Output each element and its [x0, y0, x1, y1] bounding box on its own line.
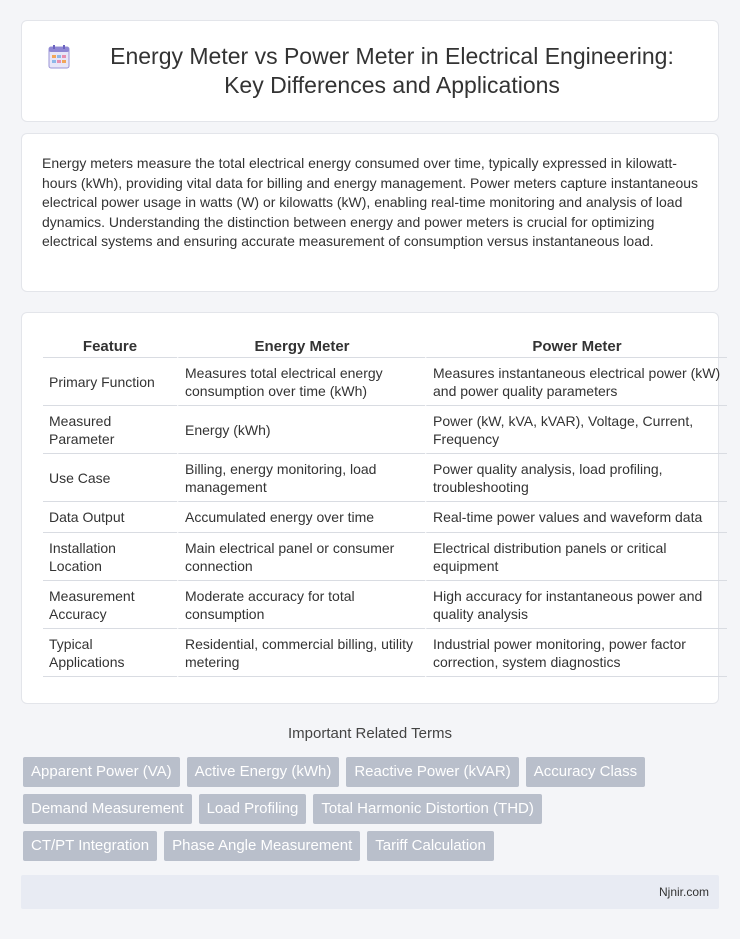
tag-ct-pt-integration[interactable]: CT/PT Integration: [23, 831, 157, 861]
tag-row: [23, 831, 723, 861]
tag-load-profiling[interactable]: Load Profiling: [199, 794, 307, 824]
row-power-meter: Real-time power values and waveform data: [425, 502, 727, 533]
tag-accuracy-class[interactable]: Accuracy Class: [526, 757, 645, 787]
tag-demand-measurement[interactable]: Demand Measurement: [23, 794, 192, 824]
row-energy-meter: Accumulated energy over time: [177, 502, 425, 533]
row-power-meter: Power quality analysis, load profiling, troubleshooting: [425, 454, 727, 502]
header-feature: Feature: [43, 334, 177, 358]
row-energy-meter: Measures total electrical energy consumption over time (kWh): [177, 358, 425, 406]
row-power-meter: Measures instantaneous electrical power (kW) and power quality parameters: [425, 358, 727, 406]
row-energy-meter: Main electrical panel or consumer connection: [177, 533, 425, 581]
intro-card: [21, 133, 719, 292]
table-row: [43, 358, 727, 406]
title-card: [21, 20, 719, 122]
related-terms-tags: [23, 757, 723, 868]
row-power-meter: Electrical distribution panels or critical equipment: [425, 533, 727, 581]
tag-reactive-power[interactable]: Reactive Power (kVAR): [346, 757, 518, 787]
table-row: [43, 454, 727, 502]
footer: [21, 875, 719, 909]
header-power-meter: Power Meter: [425, 334, 727, 358]
table-row: [43, 581, 727, 629]
row-feature: Measurement Accuracy: [43, 581, 177, 629]
row-feature: Primary Function: [43, 358, 177, 406]
tag-row: [23, 794, 723, 824]
table-header-row: [43, 334, 727, 358]
row-energy-meter: Residential, commercial billing, utility metering: [177, 629, 425, 677]
row-feature: Installation Location: [43, 533, 177, 581]
comparison-table-card: [21, 312, 719, 704]
row-power-meter: Industrial power monitoring, power factor correction, system diagnostics: [425, 629, 727, 677]
row-energy-meter: Billing, energy monitoring, load management: [177, 454, 425, 502]
calendar-table-icon: [48, 44, 70, 70]
related-terms-heading: Important Related Terms: [288, 725, 452, 742]
page-title: Energy Meter vs Power Meter in Electrical Engineering: Key Differences and Applications: [110, 43, 674, 98]
table-row: [43, 406, 727, 454]
row-power-meter: Power (kW, kVA, kVAR), Voltage, Current, Frequency: [425, 406, 727, 454]
footer-site[interactable]: Njnir.com: [658, 885, 709, 899]
row-feature: Typical Applications: [43, 629, 177, 677]
row-energy-meter: Energy (kWh): [177, 406, 425, 454]
row-energy-meter: Moderate accuracy for total consumption: [177, 581, 425, 629]
tag-row: [23, 757, 723, 787]
intro-paragraph: Energy meters measure the total electrical energy consumed over time, typically expressed in kilowatt-hours (kWh), providing vital data for billing and energy management. Power meters capture instantaneous electrical power usage in watts (W) or kilowatts (kW), enabling real-time monitoring and analysis of load dynamics. Understanding the distinction between energy and power meters is crucial for optimizing electrical systems and ensuring accurate measurement of consumption versus instantaneous load.: [42, 155, 699, 250]
tag-apparent-power[interactable]: Apparent Power (VA): [23, 757, 180, 787]
table-row: [43, 533, 727, 581]
comparison-table: [43, 334, 727, 677]
row-feature: Use Case: [43, 454, 177, 502]
row-feature: Data Output: [43, 502, 177, 533]
row-power-meter: High accuracy for instantaneous power and quality analysis: [425, 581, 727, 629]
table-row: [43, 502, 727, 533]
row-feature: Measured Parameter: [43, 406, 177, 454]
tag-tariff-calculation[interactable]: Tariff Calculation: [367, 831, 494, 861]
tag-thd[interactable]: Total Harmonic Distortion (THD): [313, 794, 542, 824]
table-row: [43, 629, 727, 677]
tag-phase-angle[interactable]: Phase Angle Measurement: [164, 831, 360, 861]
header-energy-meter: Energy Meter: [177, 334, 425, 358]
tag-active-energy[interactable]: Active Energy (kWh): [187, 757, 340, 787]
